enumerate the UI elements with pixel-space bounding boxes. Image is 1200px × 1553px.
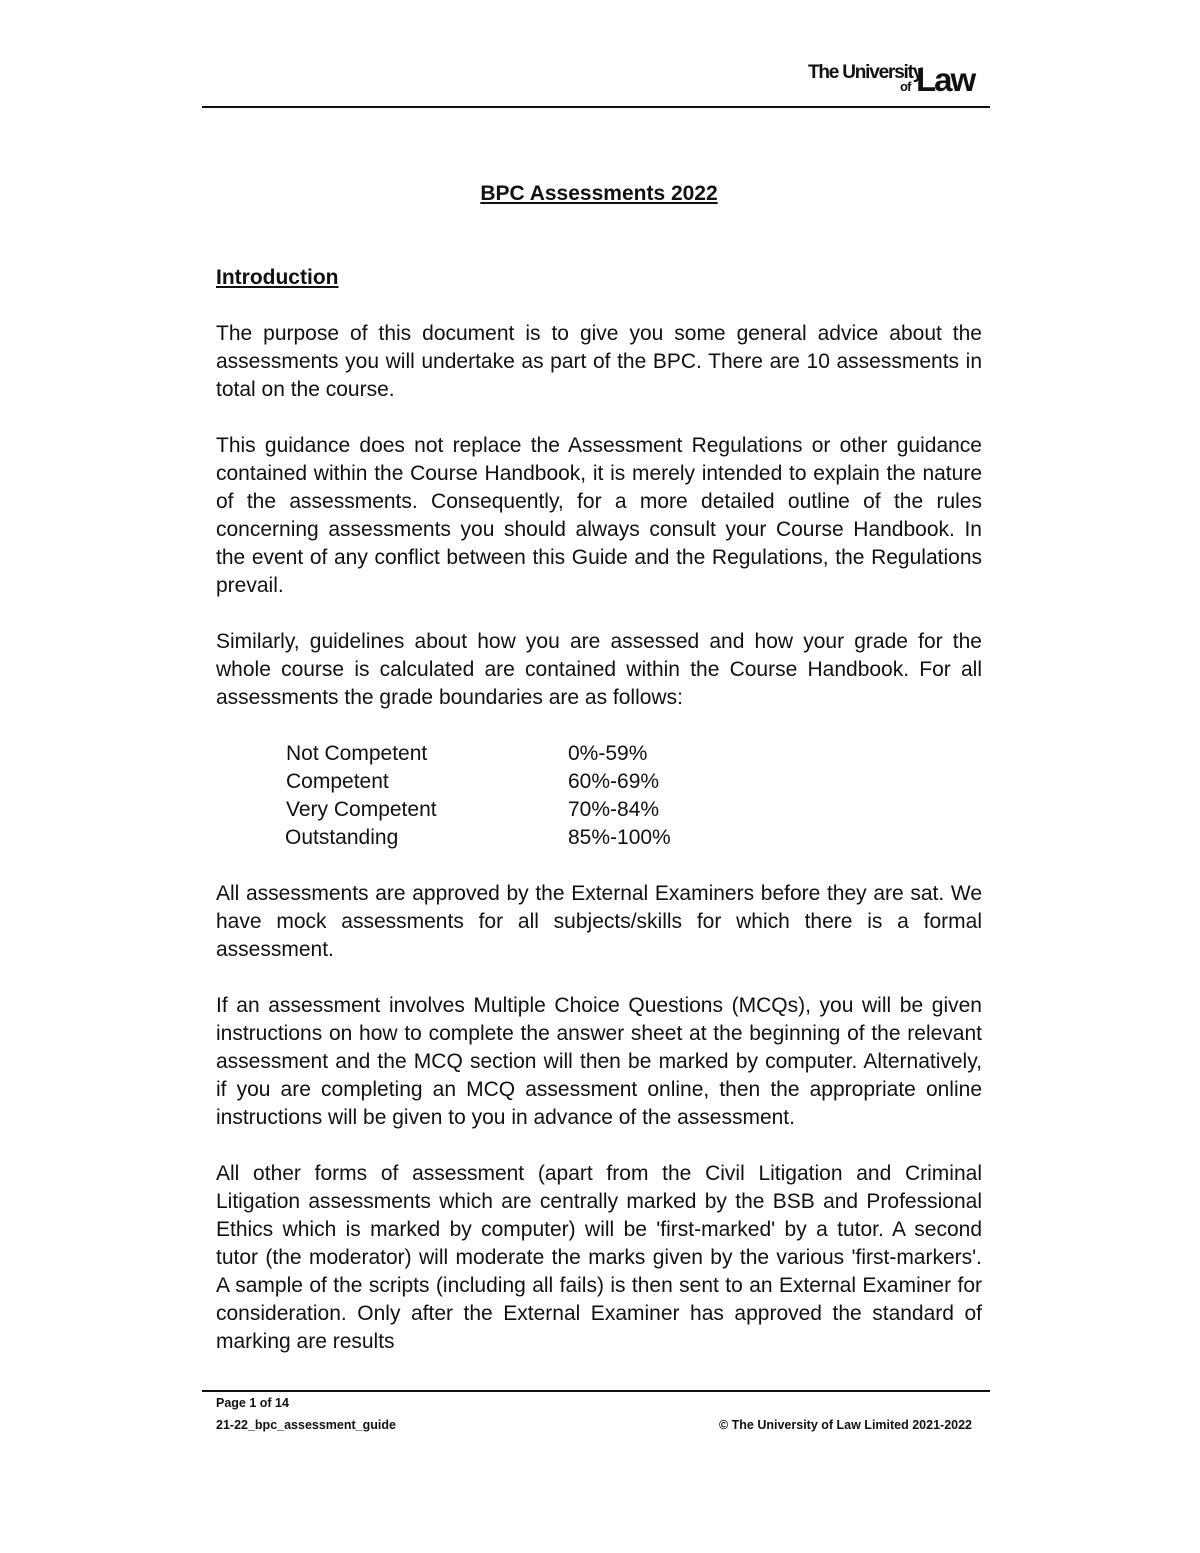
document-title: BPC Assessments 2022 [480,182,718,205]
document-body [216,180,982,1388]
grade-row [216,768,982,796]
grade-row [216,824,982,852]
paragraph: This guidance does not replace the Assessment Regulations or other guidance contained within the Course Handbook, it is merely intended to explain the nature of the assessments. Consequently, for a more detailed outline of the rules concerning assessments you should always consult your Course Handbook. In the event of any conflict between this Guide and the Regulations, the Regulations prevail. [216,434,982,597]
grade-range: 0%-59% [568,742,648,765]
grade-range: 60%-69% [568,770,660,793]
grade-name: Competent [286,770,389,793]
university-logo [806,60,984,102]
paragraph: Similarly, guidelines about how you are assessed and how your grade for the whole course is calculated are contained within the Course Handbook. For all assessments the grade boundaries are as follows: [216,630,982,709]
grade-range: 70%-84% [568,798,660,821]
footer-rule [202,1390,990,1392]
grade-name: Not Competent [286,742,428,765]
footer-copyright: © The University of Law Limited 2021-2022 [718,1418,972,1432]
page-number: Page 1 of 14 [216,1396,289,1410]
footer-filename: 21-22_bpc_assessment_guide [216,1418,396,1432]
header-rule [202,106,990,108]
grade-row [216,796,982,824]
section-heading-introduction: Introduction [216,266,339,289]
grade-boundaries-table [216,740,982,852]
grade-name: Outstanding [285,826,399,849]
paragraph-continued: All other forms of assessment (apart from the Civil Litigation and Criminal Litigation assessments which are centrally marked by the BSB and Professional Ethics which is marked by computer) will be 'first-marked' by a tutor. A second tutor (the moderator) will moderate the marks given by the various 'first-markers'. A sample of the scripts (including all fails) is then sent to an External Examiner for consideration. Only after the External Examiner has approved the standard of marking are results [216,1162,982,1353]
paragraph: All assessments are approved by the External Examiners before they are sat. We have mock assessments for all subjects/skills for which there is a formal assessment. [216,882,982,961]
logo-text-of: of [900,79,911,94]
grade-row [216,740,982,768]
logo-text-law: Law [916,61,975,98]
paragraph: If an assessment involves Multiple Choice Questions (MCQs), you will be given instructions on how to complete the answer sheet at the beginning of the relevant assessment and the MCQ section will then be marked by computer. Alternatively, if you are completing an MCQ assessment online, then the appropriate online instructions will be given to you in advance of the assessment. [216,994,982,1129]
grade-name: Very Competent [286,798,437,821]
logo-text-line1: The University [808,62,923,83]
paragraph: The purpose of this document is to give you some general advice about the assessments you will undertake as part of the BPC. There are 10 assessments in total on the course. [216,322,982,401]
grade-range: 85%-100% [568,826,671,849]
